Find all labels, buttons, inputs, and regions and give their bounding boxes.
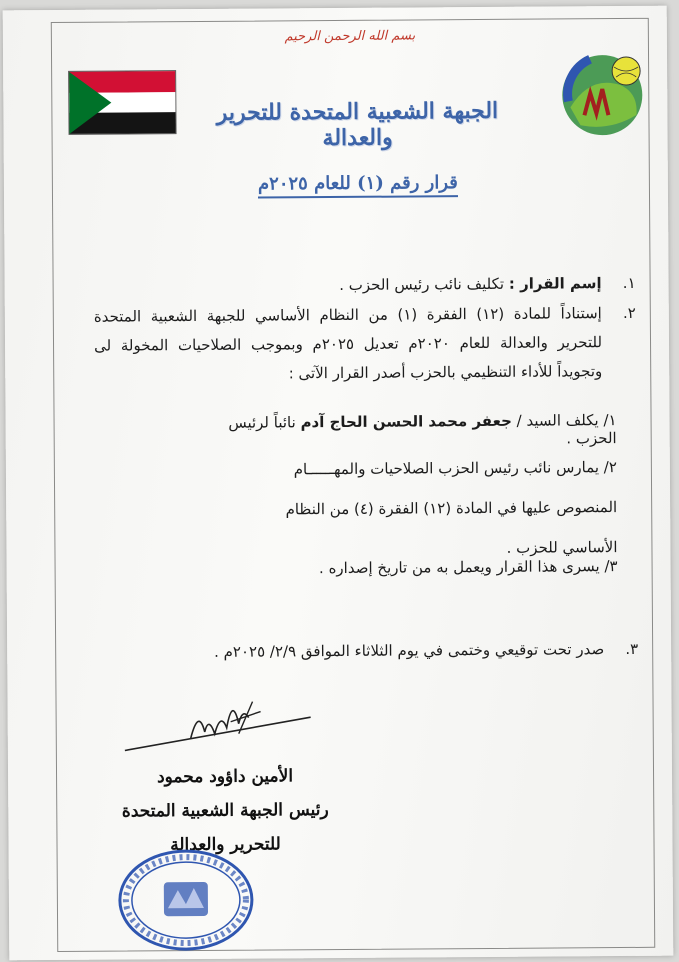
item-number: ١.	[622, 273, 636, 293]
sub-item-prefix: ١/ يكلف السيد /	[511, 411, 617, 430]
organization-title: الجبهة الشعبية المتحدة للتحرير والعدالة	[216, 97, 499, 152]
organization-logo	[550, 45, 655, 142]
decision-title	[193, 172, 523, 195]
document-page	[3, 6, 674, 961]
page-border	[51, 18, 655, 952]
signatory-title-line1: رئيس الجبهة الشعبية المتحدة	[121, 800, 329, 822]
item-number: ٢.	[622, 303, 636, 323]
item-text: صدر تحت توقيعي وختمى في يوم الثلاثاء الموافق ٢/٩/ ٢٠٢٥م .	[213, 640, 605, 661]
signatory-name: الأمين داؤود محمود	[156, 766, 294, 788]
decision-title-text: قرار رقم (١) للعام ٢٠٢٥م	[258, 172, 458, 198]
handwritten-signature	[120, 687, 320, 758]
appointee-name: جعفر محمد الحسن الحاج آدم	[300, 411, 512, 432]
signatory-title-line2: للتحرير والعدالة	[170, 834, 281, 856]
item-label: إسم القرار :	[508, 274, 602, 293]
sub-item-3: ٣/ يسرى هذا القرار ويعمل به من تاريخ إصداره .	[318, 557, 618, 578]
basmala: بسم الله الرحمن الرحيم	[284, 28, 416, 45]
item-issued	[96, 635, 639, 661]
sub-item-2: ٢/ يمارس نائب رئيس الحزب الصلاحيات والمهــــــام المنصوص عليها في المادة (١٢) الفقرة (٤) من النظام الأساسي للحزب .	[285, 458, 618, 557]
item-decision-name	[94, 269, 636, 294]
item-number: ٣.	[625, 639, 639, 658]
official-stamp	[116, 848, 257, 953]
sub-item-1	[217, 411, 617, 450]
item-text: إستناداً للمادة (١٢) الفقرة (١) من النظام الأساسي للجبهة الشعبية المتحدة للتحرير والعدالة للعام ٢٠٢٠م تعديل ٢٠٢٥م وبموجب الصلاحيات المخولة لى وتجويداً للأداء التنظيمي بالحزب أصدر القرار الآتى :	[93, 304, 603, 383]
sudan-flag-icon	[68, 70, 176, 135]
item-text: تكليف نائب رئيس الحزب .	[339, 274, 509, 294]
sub-item-suffix: نائباً لرئيس الحزب .	[228, 413, 617, 448]
